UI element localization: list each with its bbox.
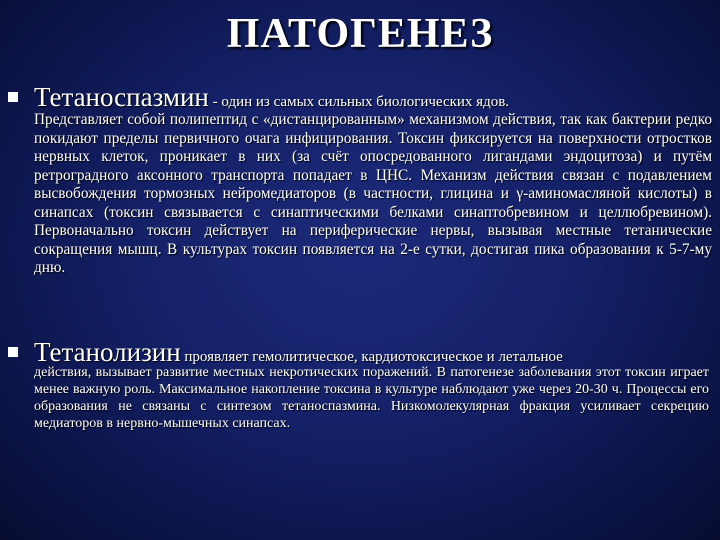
item-lead-text: проявляет гемолитическое, кардиотоксическое и летальное [180, 349, 563, 365]
item-lead-text: - один из самых сильных биологических ядов. [208, 94, 510, 110]
term-tetanolysin: Тетанолизин [34, 337, 181, 367]
square-bullet-icon [8, 92, 18, 102]
item-body-text: действия, вызывает развитие местных некротических поражений. В патогенезе заболевания этот токсин играет менее важную роль. Максимальное накопление токсина в культуре наблюдают уже через 20-30 ч. Процессы его образования не связаны с синтезом тетаноспазмина. Низкомолекулярная фракция усиливает секрецию медиаторов в нервно-мышечных синапсах. [34, 365, 709, 431]
square-bullet-icon [8, 347, 18, 357]
item-body-text: Представляет собой полипептид с «дистанцированным» механизмом действия, так как бактерии редко покидают пределы первичного очага инфицирования. Токсин фиксируется на поверхности отростков нервных клеток, проникает в них (за счёт опосредованного лигандами эндоцитоза) и путём ретроградного аксонного транспорта попадает в ЦНС. Механизм действия связан с подавлением высвобождения тормозных нейромедиаторов (в частности, глицина и γ-аминомасляной кислоты) в синапсах (токсин связывается с синаптическими белками синаптобревином и целлюбревином). Первоначально токсин действует на периферические нервы, вызывая местные тетанические сокращения мышц. В культурах токсин появляется на 2-е сутки, достигая пика образования к 5-7-му дню. [34, 111, 712, 276]
slide-title: ПАТОГЕНЕЗ [226, 11, 494, 57]
term-tetanospasmin: Тетаноспазмин [34, 82, 209, 112]
